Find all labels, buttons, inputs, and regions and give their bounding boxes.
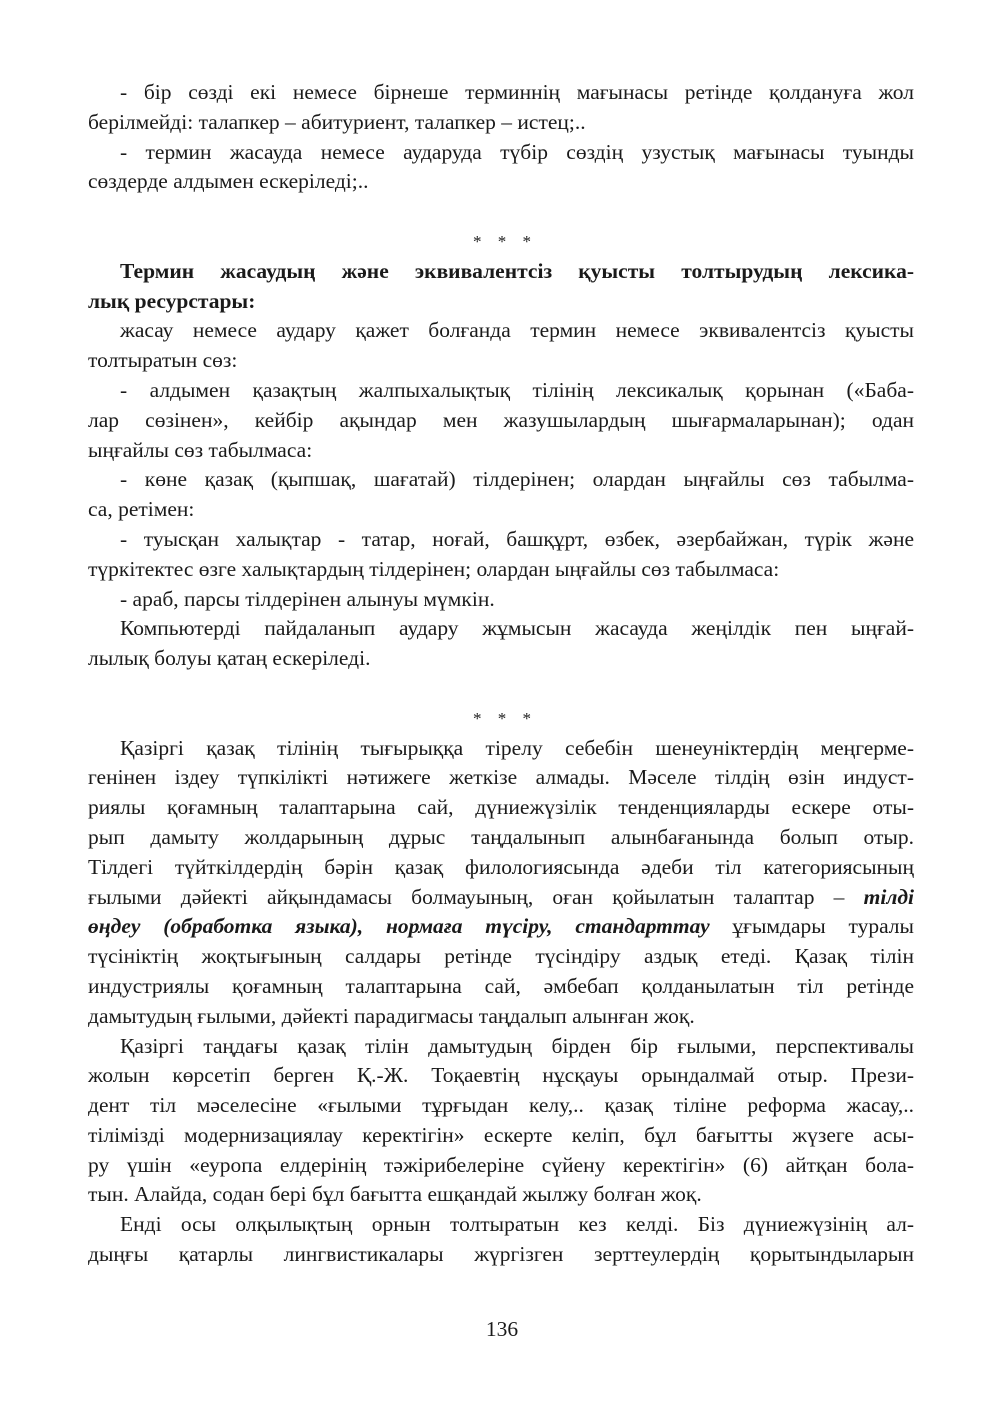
text-line: Енді осы олқылықтың орнын толтыратын кез келді. Біз дүниежүзінің ал- (120, 1212, 914, 1237)
body-paragraph (88, 1032, 914, 1211)
text-segment: ғылыми дәйекті айқындамасы болмауының, оған қойылатын талаптар – (88, 884, 864, 909)
text-line: тын. Алайда, содан бері бұл бағытта ешқандай жылжу болған жоқ. (88, 1182, 702, 1207)
text-line: Қазіргі қазақ тілінің тығырыққа тірелу себебін шенеуніктердің меңгерме- (120, 735, 914, 760)
rule-paragraph (88, 138, 914, 198)
intro-paragraph (88, 316, 914, 376)
text-line: индустриялы қоғамның талаптарына сай, әмбебап қолданылатын тіл ретінде (88, 973, 914, 998)
text-line: Компьютерді пайдаланып аудару жұмысын жасауда жеңілдік пен ыңғай- (120, 616, 914, 641)
text-line (88, 912, 914, 942)
text-line: лар сөзінен», кейбір ақындар мен жазушылардың шығармаларынан); одан (88, 407, 914, 432)
text-line: - алдымен қазақтың жалпыхалықтық тілінің лексикалық қорынан («Баба- (120, 377, 914, 402)
text-line: рып дамыту жолдарының дұрыс таңдалынып алынбағанында болып отыр. (88, 824, 914, 849)
text-line: түркітектес өзге халықтардың тілдерінен; олардан ыңғайлы сөз табылмаса: (88, 556, 780, 581)
text-line: генінен іздеу түпкілікті нәтижеге жеткізе алмады. Мәселе тілдің өзін индуст- (88, 765, 914, 790)
text-line: жасау немесе аудару қажет болғанда термин немесе эквивалентсіз қуысты (120, 318, 914, 343)
list-item (88, 376, 914, 465)
text-line: тілімізді модернизациялау керектігін» ескерте келіп, бұл бағытты жүзеге асы- (88, 1122, 914, 1147)
text-line: дент тіл мәселесіне «ғылыми тұрғыдан келу,.. қазақ тіліне реформа жасау,.. (88, 1093, 914, 1118)
text-line: - бір сөзді екі немесе бірнеше терминнің мағынасы ретінде қолдануға жол (120, 80, 914, 104)
text-line: түсініктің жоқтығының салдары ретінде түсіндіру аздық етеді. Қазақ тілін (88, 944, 914, 969)
text-line: дамытудың ғылыми, дәйекті парадигмасы таңдалып алынған жоқ. (88, 1003, 695, 1028)
page-body (88, 78, 914, 1270)
text-line: - туысқан халықтар - татар, ноғай, башқұрт, өзбек, әзербайжан, түрік және (120, 526, 914, 551)
list-item (88, 465, 914, 525)
section-heading (88, 257, 914, 317)
list-item (88, 585, 914, 615)
text-line: риялы қоғамның талаптарына сай, дүниежүзілік тенденцияларды ескере оты- (88, 795, 914, 820)
text-line: жолын көрсетіп берген Қ.-Ж. Тоқаевтің нұсқауы орындалмай отыр. Прези- (88, 1063, 914, 1088)
text-line: - көне қазақ (қыпшақ, шағатай) тілдерінен; олардан ыңғайлы сөз табылма- (120, 467, 914, 492)
text-segment: ұғымдары туралы (709, 914, 914, 939)
body-paragraph (88, 1210, 914, 1270)
rule-paragraph (88, 78, 914, 138)
emphasis-text: тілді (863, 884, 914, 909)
text-line: берілмейді: талапкер – абитуриент, талапкер – истец;.. (88, 109, 586, 134)
text-line: Тілдегі түйткілдердің бәрін қазақ филологиясында әдеби тіл категориясының (88, 854, 914, 879)
computer-paragraph (88, 614, 914, 674)
text-line: са, ретімен: (88, 497, 195, 522)
text-line: лылық болуы қатаң ескеріледі. (88, 646, 371, 671)
text-line: Қазіргі таңдағы қазақ тілін дамытудың бірден бір ғылыми, перспективалы (120, 1033, 914, 1058)
page-number: 136 (485, 1317, 519, 1341)
list-item (88, 525, 914, 585)
text-line: толтыратын сөз: (88, 348, 238, 373)
body-paragraph (88, 734, 914, 1032)
text-line: - араб, парсы тілдерінен алынуы мүмкін. (120, 586, 495, 611)
text-line: - термин жасауда немесе аударуда түбір сөздің узустық мағынасы туынды (120, 139, 914, 164)
text-line (88, 883, 914, 913)
text-line: дыңғы қатарлы лингвистикалары жүргізген зерттеулердің қорытындыларын (88, 1242, 914, 1267)
section-separator: * * * (473, 231, 537, 251)
text-line: сөздерде алдымен ескеріледі;.. (88, 169, 369, 194)
emphasis-text: өңдеу (обработка языка), нормаға түсіру, стандарттау (88, 914, 710, 939)
text-line: ыңғайлы сөз табылмаса: (88, 437, 313, 462)
heading-line: лық ресурстары: (88, 288, 256, 313)
heading-line: Термин жасаудың және эквивалентсіз қуысты толтырудың лексика- (120, 258, 914, 283)
text-line: ру үшін «еуропа елдерінің тәжірибелеріне сүйену керектігін» (6) айтқан бола- (88, 1152, 914, 1177)
section-separator: * * * (473, 708, 537, 728)
